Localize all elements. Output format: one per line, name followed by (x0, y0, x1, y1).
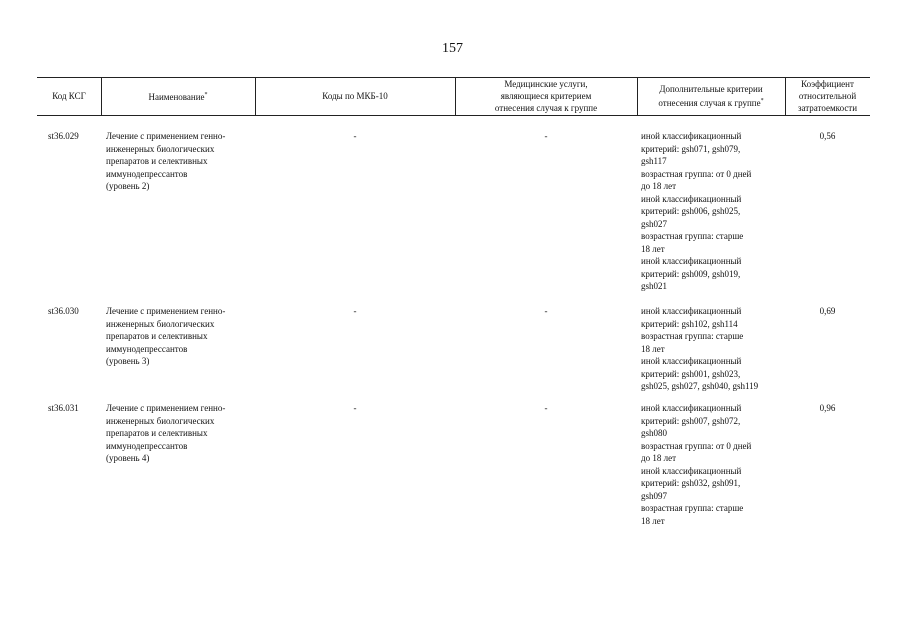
footnote-mark: * (204, 92, 208, 98)
row-name: Лечение с применением генно- инженерных биологических препаратов и селективных иммунодепрессантов (уровень 2) (106, 131, 226, 191)
row-criteria: иной классификационный критерий: gsh007, gsh072, gsh080 возрастная группа: от 0 дней до 18 лет иной классификационный критерий: gsh032, gsh091, gsh097 возрастная группа: старше 18 лет (641, 403, 752, 526)
row-code: st36.029 (48, 131, 79, 141)
header-services-label: Медицинские услуги, являющиеся критерием отнесения случая к группе (494, 79, 598, 113)
header-criteria-label: Дополнительные критерии отнесения случая к группе* (658, 84, 764, 108)
header-bottom-rule (37, 115, 870, 116)
row-coef: 0,56 (819, 131, 836, 141)
row-coef: 0,69 (819, 306, 836, 316)
row-code: st36.030 (48, 306, 79, 316)
header-coef-label: Коэффициент относительной затратоемкости (797, 79, 858, 113)
row-mkb: - (353, 131, 357, 141)
row-services: - (544, 403, 548, 413)
page-number: 157 (442, 41, 463, 56)
header-mkb (255, 77, 455, 115)
footnote-mark: * (760, 98, 764, 104)
row-criteria: иной классификационный критерий: gsh102, gsh114 возрастная группа: старше 18 лет иной классификационный критерий: gsh001, gsh023, gsh025, gsh027, gsh040, gsh119 (641, 306, 759, 391)
row-name: Лечение с применением генно- инженерных биологических препаратов и селективных иммунодепрессантов (уровень 4) (106, 403, 226, 463)
row-criteria: иной классификационный критерий: gsh071, gsh079, gsh117 возрастная группа: от 0 дней до 18 лет иной классификационный критерий: gsh006, gsh025, gsh027 возрастная группа: старше 18 лет иной классификационный критерий: gsh009, gsh019, gsh021 (641, 131, 752, 291)
header-name (101, 77, 255, 115)
header-services (455, 77, 637, 115)
row-code: st36.031 (48, 403, 79, 413)
row-mkb: - (353, 306, 357, 316)
header-code (37, 77, 101, 115)
row-coef: 0,96 (819, 403, 836, 413)
header-name-label: Наименование* (148, 92, 208, 102)
header-coef (785, 77, 870, 115)
header-mkb-label: Коды по МКБ-10 (322, 91, 388, 101)
header-criteria (637, 77, 785, 115)
row-services: - (544, 306, 548, 316)
row-mkb: - (353, 403, 357, 413)
header-code-label: Код КСГ (52, 91, 86, 101)
row-name: Лечение с применением генно- инженерных биологических препаратов и селективных иммунодепрессантов (уровень 3) (106, 306, 226, 366)
row-services: - (544, 131, 548, 141)
